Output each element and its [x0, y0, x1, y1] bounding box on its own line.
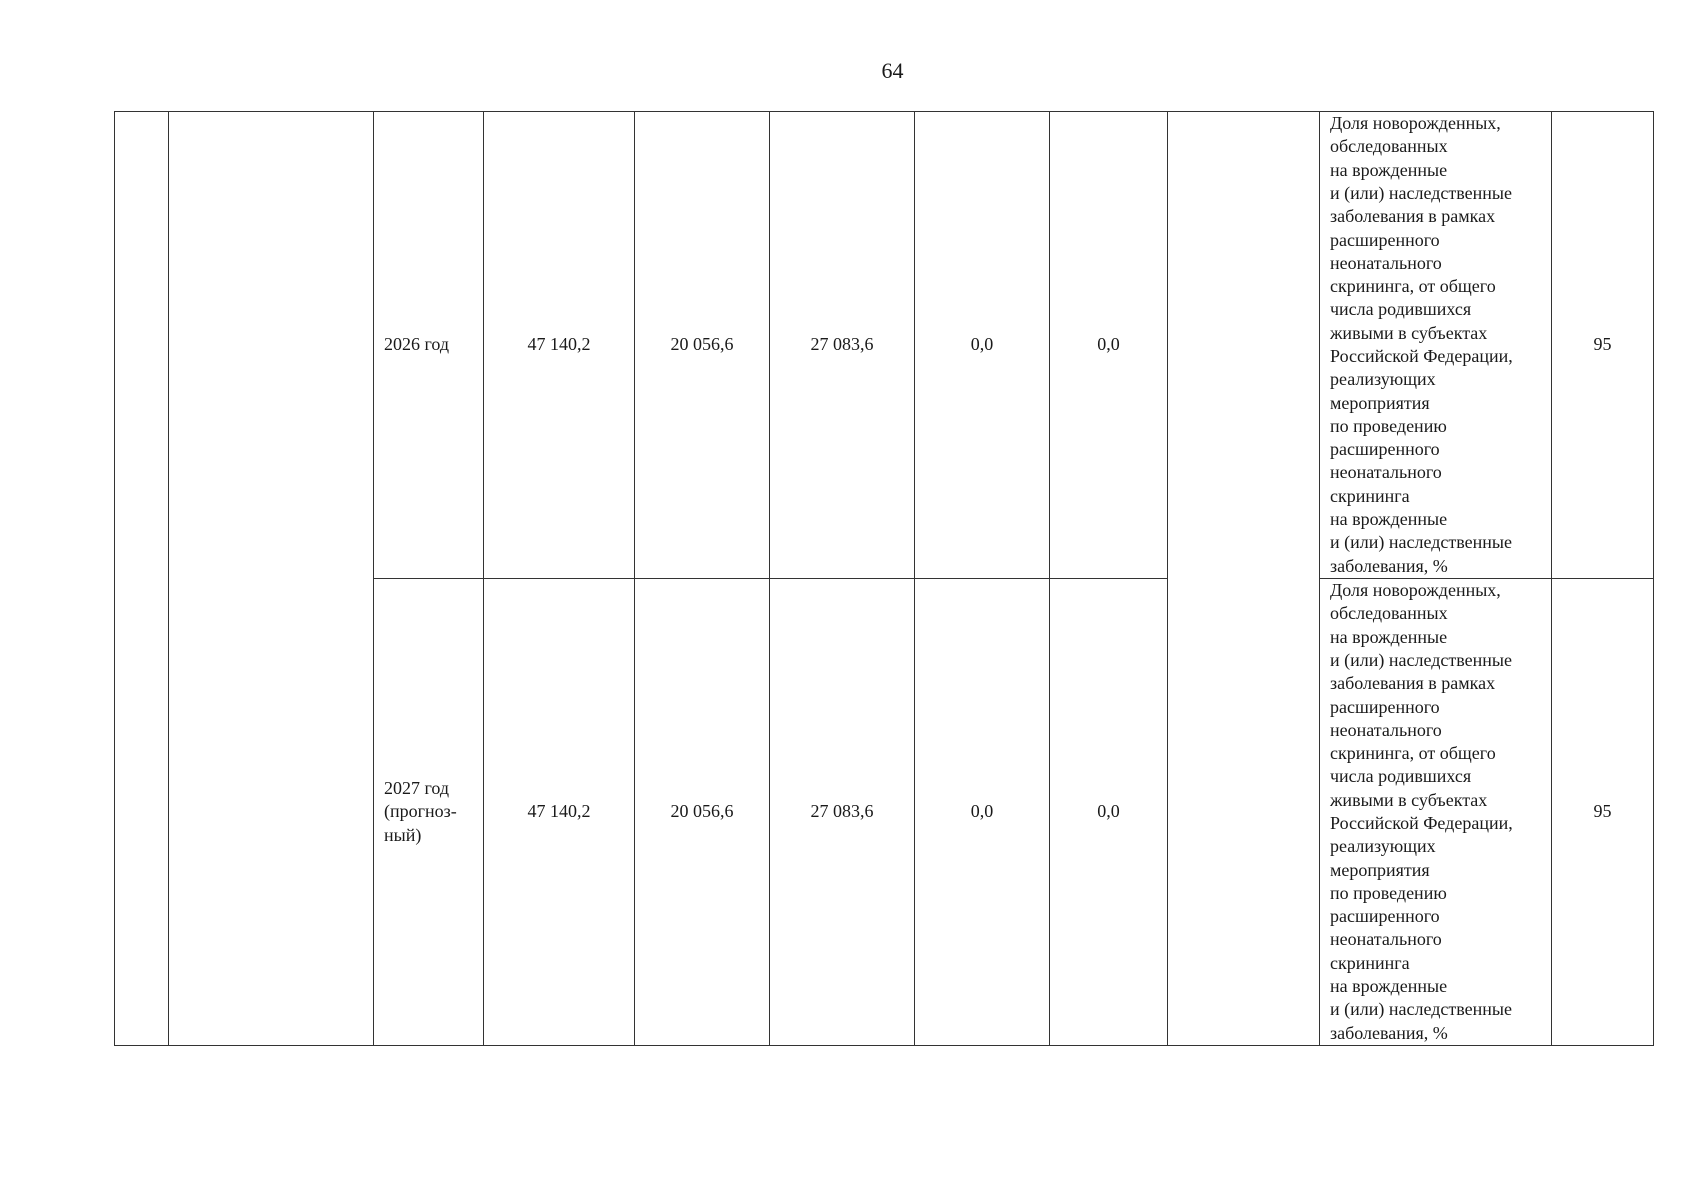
- indicator-cell: [1320, 112, 1552, 579]
- indicator-line: и (или) наследственные: [1330, 532, 1512, 553]
- indicator-line: неонатального: [1330, 252, 1442, 273]
- indicator-line: расширенного: [1330, 229, 1440, 250]
- target-value-cell: 95: [1552, 112, 1654, 579]
- indicator-line: неонатального: [1330, 719, 1442, 740]
- name-cell: [169, 112, 374, 1046]
- indicator-line: обследованных: [1330, 603, 1448, 624]
- indicator-line: заболевания в рамках: [1330, 673, 1496, 694]
- col6-cell: 0,0: [915, 112, 1050, 579]
- year-label-line: 2027 год: [384, 778, 450, 799]
- target-value-cell: 95: [1552, 579, 1654, 1046]
- indicator-line: заболевания, %: [1330, 1022, 1448, 1043]
- indicator-line: расширенного: [1330, 696, 1440, 717]
- indicator-line: и (или) наследственные: [1330, 649, 1512, 670]
- indicator-line: неонатального: [1330, 462, 1442, 483]
- indicator-line: Российской Федерации,: [1330, 813, 1513, 833]
- indicator-line: неонатального: [1330, 929, 1442, 950]
- federal-cell: 20 056,6: [635, 112, 770, 579]
- indicator-line: скрининга, от общего: [1330, 276, 1496, 297]
- col7-cell: 0,0: [1050, 112, 1168, 579]
- indicator-line: на врожденные: [1330, 159, 1448, 180]
- indicator-line: живыми в субъектах: [1330, 789, 1488, 810]
- federal-cell: 20 056,6: [635, 579, 770, 1046]
- indicator-line: на врожденные: [1330, 626, 1448, 647]
- indicator-line: расширенного: [1330, 439, 1440, 460]
- year-cell: [374, 112, 484, 579]
- indicator-line: на врожденные: [1330, 976, 1448, 997]
- indicator-line: Российской Федерации,: [1330, 346, 1513, 366]
- regional-cell: 27 083,6: [770, 579, 915, 1046]
- indicator-cell: [1320, 579, 1552, 1046]
- indicator-line: реализующих: [1330, 836, 1436, 857]
- indicator-line: по проведению: [1330, 415, 1447, 436]
- indicator-line: обследованных: [1330, 136, 1448, 157]
- indicator-line: и (или) наследственные: [1330, 182, 1512, 203]
- number-cell: [115, 112, 169, 1046]
- indicator-line: скрининга, от общего: [1330, 743, 1496, 764]
- page-number: 64: [881, 58, 904, 83]
- executor-cell: [1168, 112, 1320, 1046]
- year-label-line: (прогноз-: [384, 801, 457, 822]
- indicator-line: Доля новорожденных,: [1330, 113, 1501, 134]
- indicator-line: мероприятия: [1330, 392, 1430, 413]
- col7-cell: 0,0: [1050, 579, 1168, 1046]
- indicator-line: и (или) наследственные: [1330, 999, 1512, 1020]
- table-row: [115, 112, 1654, 579]
- total-cell: 47 140,2: [484, 579, 635, 1046]
- indicator-line: скрининга: [1330, 952, 1410, 973]
- year-cell: [374, 579, 484, 1046]
- indicator-line: живыми в субъектах: [1330, 322, 1488, 343]
- indicator-line: Доля новорожденных,: [1330, 580, 1501, 601]
- indicator-line: заболевания в рамках: [1330, 206, 1496, 227]
- indicator-line: заболевания, %: [1330, 555, 1448, 576]
- col6-cell: 0,0: [915, 579, 1050, 1046]
- year-label-line: ный): [384, 824, 422, 845]
- indicator-line: реализующих: [1330, 369, 1436, 390]
- data-table: [114, 111, 1654, 1046]
- indicator-line: мероприятия: [1330, 859, 1430, 880]
- total-cell: 47 140,2: [484, 112, 635, 579]
- indicator-line: скрининга: [1330, 485, 1410, 506]
- indicator-line: расширенного: [1330, 906, 1440, 927]
- indicator-line: на врожденные: [1330, 509, 1448, 530]
- indicator-line: по проведению: [1330, 882, 1447, 903]
- indicator-line: числа родившихся: [1330, 299, 1472, 320]
- indicator-line: числа родившихся: [1330, 766, 1472, 787]
- year-label: 2026 год: [384, 334, 450, 355]
- regional-cell: 27 083,6: [770, 112, 915, 579]
